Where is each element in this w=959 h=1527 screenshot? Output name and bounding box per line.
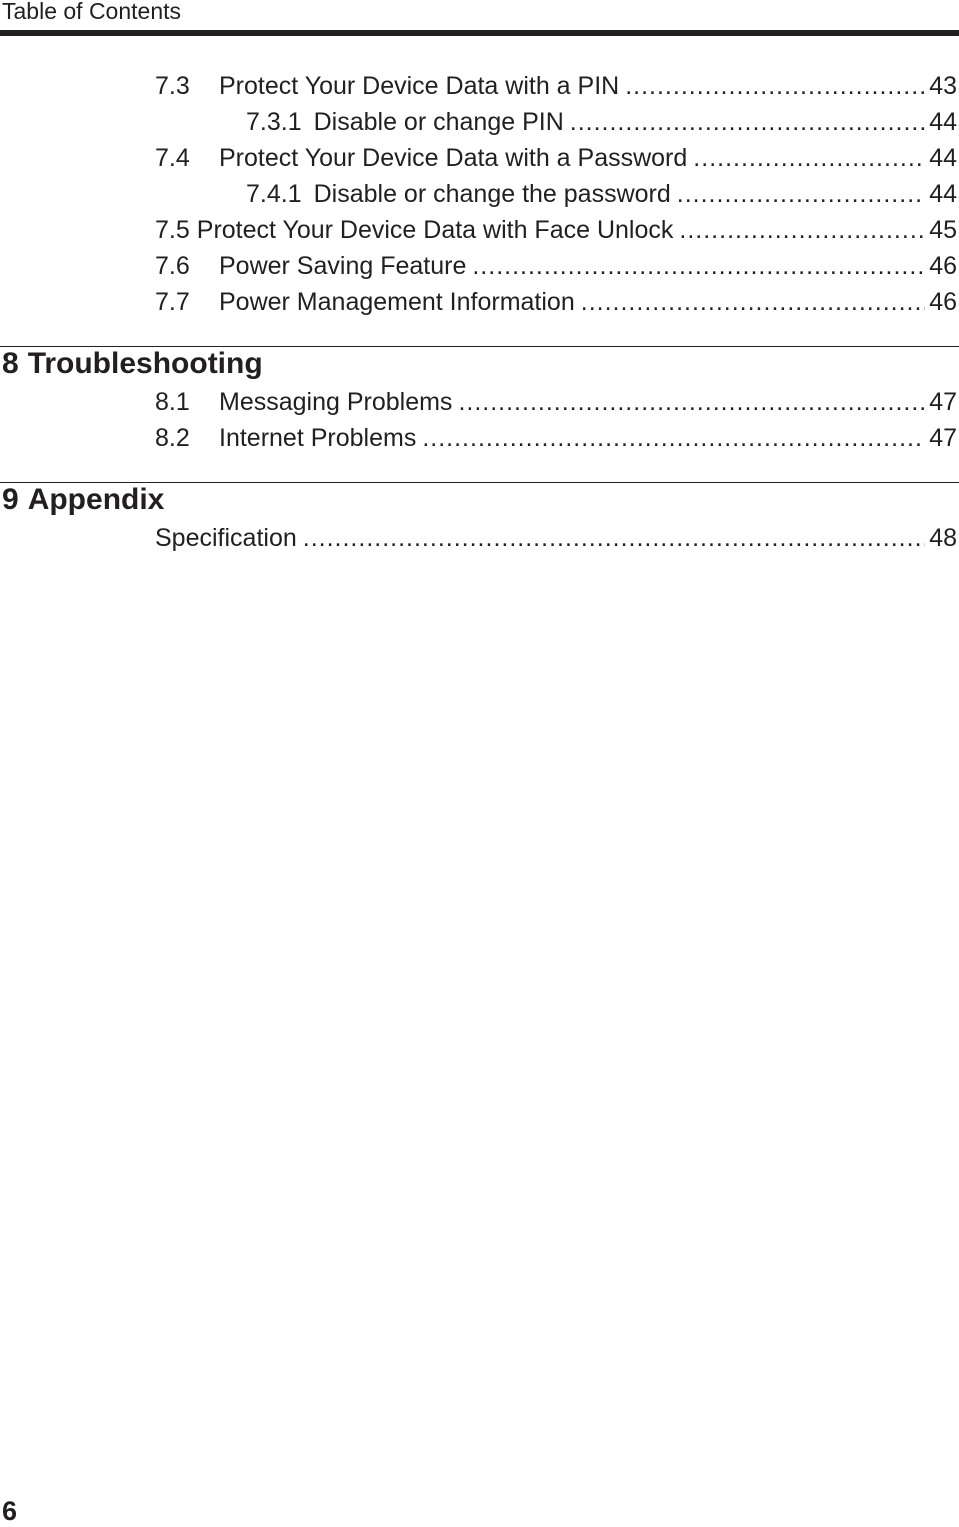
chapter-heading-troubleshooting[interactable] bbox=[2, 347, 263, 381]
toc-entry-7-4[interactable] bbox=[155, 144, 957, 180]
toc-entry-number: 7.6 bbox=[155, 252, 190, 280]
chapter-number: 9 bbox=[2, 483, 19, 516]
toc-entry-7-6[interactable] bbox=[155, 252, 957, 288]
dot-leader bbox=[625, 72, 925, 101]
dot-leader bbox=[472, 252, 925, 281]
toc-entry-8-1[interactable] bbox=[155, 388, 957, 424]
running-header-title: Table of Contents bbox=[2, 0, 182, 24]
toc-entry-title: Protect Your Device Data with a PIN bbox=[219, 72, 620, 100]
dot-leader bbox=[581, 288, 925, 317]
dot-leader bbox=[458, 388, 925, 417]
toc-entry-8-2[interactable] bbox=[155, 424, 957, 460]
dot-leader bbox=[693, 144, 925, 173]
toc-entry-title: Power Saving Feature bbox=[219, 252, 467, 280]
chapter-title: Troubleshooting bbox=[27, 347, 263, 380]
toc-entry-title: Messaging Problems bbox=[219, 388, 453, 416]
chapter-heading-appendix[interactable] bbox=[2, 483, 164, 517]
toc-entry-number: 7.4 bbox=[155, 144, 190, 172]
toc-entry-page: 45 bbox=[929, 216, 957, 244]
dot-leader bbox=[303, 524, 925, 553]
dot-leader bbox=[677, 180, 925, 209]
toc-entry-title: Disable or change the password bbox=[313, 180, 671, 208]
toc-entry-title: Power Management Information bbox=[219, 288, 575, 316]
page-number: 6 bbox=[2, 1496, 18, 1526]
toc-entry-title: Protect Your Device Data with a Password bbox=[219, 144, 688, 172]
toc-entry-page: 46 bbox=[929, 252, 957, 280]
toc-entry-7-4-1[interactable] bbox=[246, 180, 957, 216]
dot-leader bbox=[679, 216, 925, 245]
toc-entry-number: 7.3 bbox=[155, 72, 190, 100]
dot-leader bbox=[570, 108, 925, 137]
chapter-title: Appendix bbox=[27, 483, 165, 516]
toc-entry-title: Specification bbox=[155, 524, 297, 552]
toc-entry-page: 44 bbox=[929, 108, 957, 136]
header-rule bbox=[0, 30, 959, 36]
toc-entry-title: Internet Problems bbox=[219, 424, 417, 452]
toc-entry-number: 8.1 bbox=[155, 388, 190, 416]
toc-entry-page: 46 bbox=[929, 288, 957, 316]
toc-entry-number: 7.3.1 bbox=[246, 108, 302, 136]
toc-entry-7-5[interactable] bbox=[155, 216, 957, 252]
toc-entry-page: 44 bbox=[929, 144, 957, 172]
toc-entry-page: 44 bbox=[929, 180, 957, 208]
toc-entry-page: 43 bbox=[929, 72, 957, 100]
toc-entry-number: 7.5 bbox=[155, 216, 190, 244]
toc-entry-7-7[interactable] bbox=[155, 288, 957, 324]
toc-entry-page: 48 bbox=[929, 524, 957, 552]
toc-entry-page: 47 bbox=[929, 388, 957, 416]
toc-entry-title: Disable or change PIN bbox=[313, 108, 564, 136]
chapter-number: 8 bbox=[2, 347, 19, 380]
toc-entry-page: 47 bbox=[929, 424, 957, 452]
toc-entry-title: Protect Your Device Data with Face Unlock bbox=[196, 216, 674, 244]
toc-entry-7-3[interactable] bbox=[155, 72, 957, 108]
dot-leader bbox=[422, 424, 925, 453]
toc-entry-7-3-1[interactable] bbox=[246, 108, 957, 144]
toc-entry-number: 7.4.1 bbox=[246, 180, 302, 208]
toc-entry-number: 7.7 bbox=[155, 288, 190, 316]
toc-entry-number: 8.2 bbox=[155, 424, 190, 452]
toc-entry-specification[interactable] bbox=[155, 524, 957, 560]
